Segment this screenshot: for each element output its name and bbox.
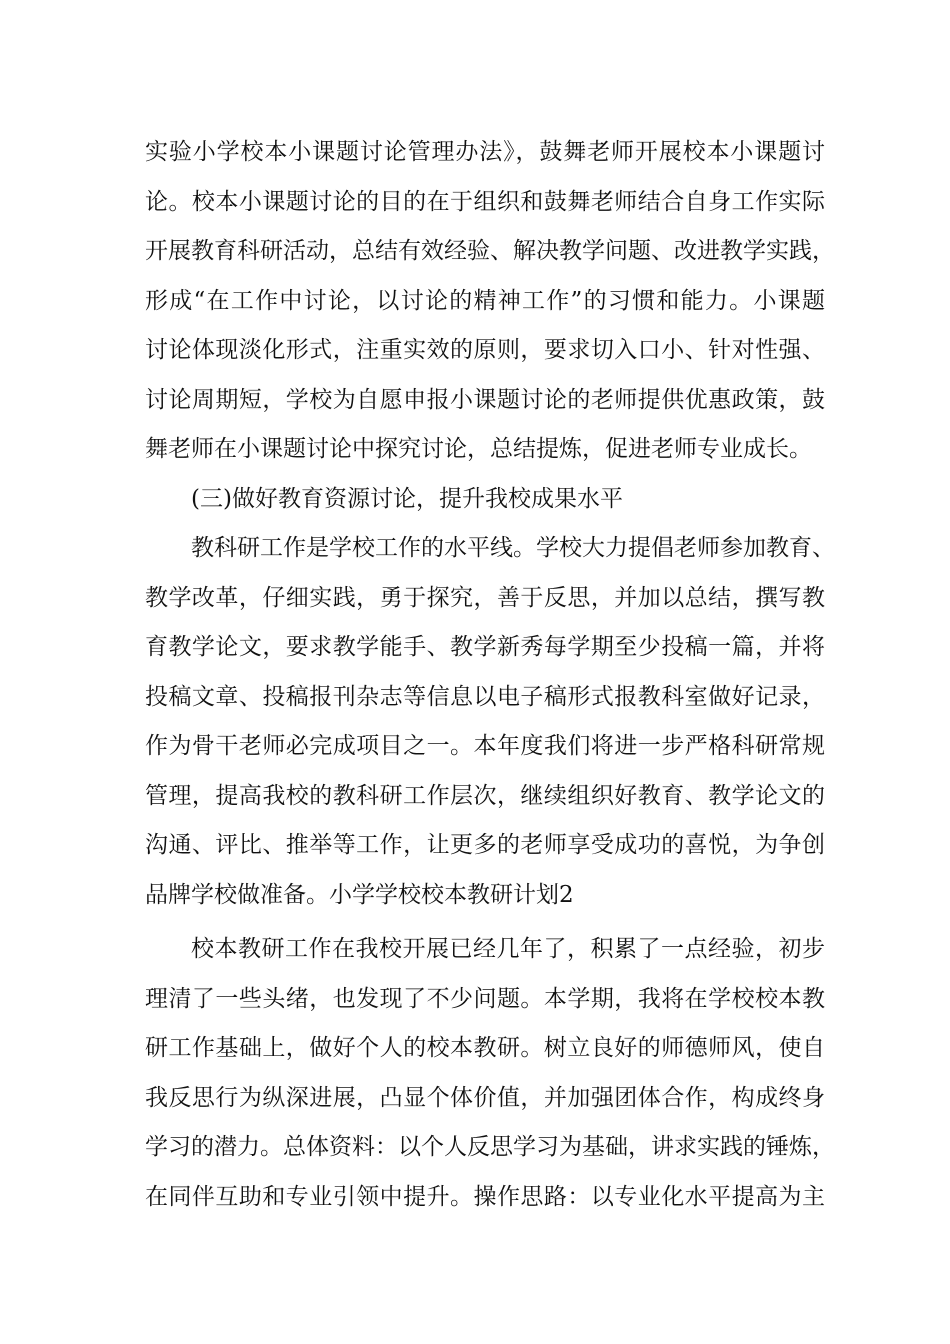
body-line: 研工作基础上，做好个人的校本教研。树立良好的师德师风，使自	[145, 1035, 825, 1061]
body-line: 学习的潜力。总体资料：以个人反思学习为基础，讲求实践的锤炼，	[145, 1134, 835, 1160]
body-line: 讨论体现淡化形式，注重实效的原则，要求切入口小、针对性强、	[145, 337, 825, 363]
body-line: 在同伴互助和专业引领中提升。操作思路：以专业化水平提高为主	[145, 1183, 825, 1210]
body-line: 作为骨干老师必完成项目之一。本年度我们将进一步严格科研常规	[145, 733, 825, 759]
section-heading: (三)做好教育资源讨论，提升我校成果水平	[191, 485, 623, 512]
body-line: 品牌学校做准备。小学学校校本教研计划2	[145, 881, 574, 908]
document-body	[145, 128, 835, 1222]
body-line: 形成“在工作中讨论，以讨论的精神工作”的习惯和能力。小课题	[145, 287, 825, 314]
body-line: 沟通、评比、推举等工作，让更多的老师享受成功的喜悦，为争创	[145, 832, 825, 858]
body-line: 讨论周期短，学校为自愿申报小课题讨论的老师提供优惠政策，鼓	[145, 386, 825, 413]
body-line: 舞老师在小课题讨论中探究讨论，总结提炼，促进老师专业成长。	[145, 436, 812, 462]
body-line: 育教学论文，要求教学能手、教学新秀每学期至少投稿一篇，并将	[145, 634, 825, 660]
body-line: 教科研工作是学校工作的水平线。学校大力提倡老师参加教育、	[191, 535, 835, 561]
body-line: 投稿文章、投稿报刊杂志等信息以电子稿形式报教科室做好记录，	[145, 683, 825, 710]
body-line: 实验小学校本小课题讨论管理办法》，鼓舞老师开展校本小课题讨	[145, 139, 825, 165]
body-line: 教学改革，仔细实践，勇于探究，善于反思，并加以总结，撰写教	[145, 584, 825, 611]
body-line: 管理，提高我校的教科研工作层次，继续组织好教育、教学论文的	[145, 782, 825, 809]
body-line: 我反思行为纵深进展，凸显个体价值，并加强团体合作，构成终身	[145, 1084, 825, 1111]
body-line: 理清了一些头绪，也发现了不少问题。本学期，我将在学校校本教	[145, 985, 825, 1012]
body-line: 开展教育科研活动，总结有效经验、解决教学问题、改进教学实践，	[145, 238, 835, 264]
body-line: 校本教研工作在我校开展已经几年了，积累了一点经验，初步	[191, 936, 825, 962]
body-line: 论。校本小课题讨论的目的在于组织和鼓舞老师结合自身工作实际	[145, 188, 825, 215]
